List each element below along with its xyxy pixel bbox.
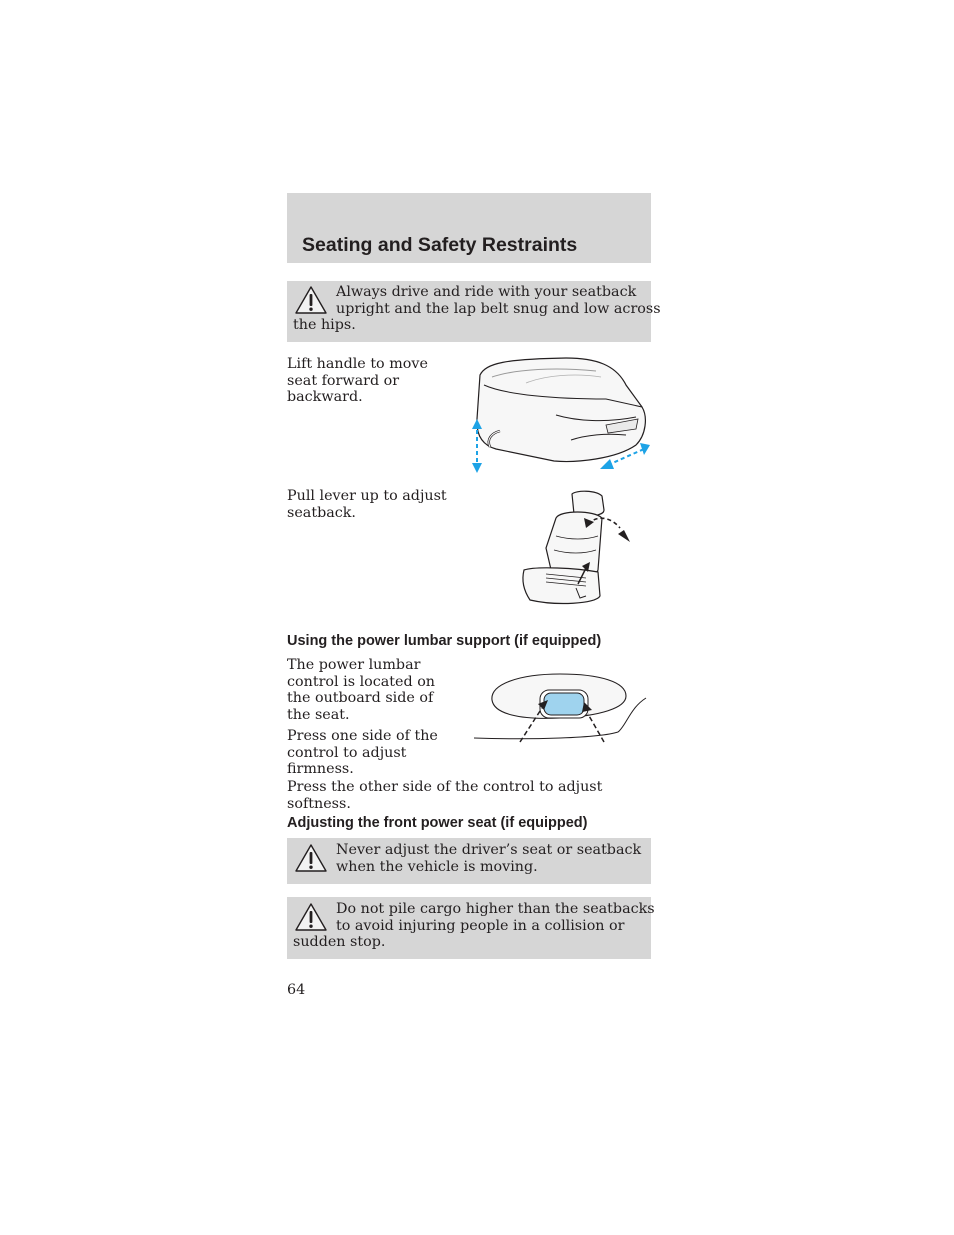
warning-box	[287, 897, 655, 959]
text-line: softness.	[287, 795, 351, 812]
text-line: the outboard side of	[287, 690, 434, 707]
warning-text-line: upright and the lap belt snug and low across	[336, 300, 661, 317]
seatback-illustration	[516, 488, 636, 612]
text-line: The power lumbar	[287, 657, 421, 673]
lumbar-heading: Using the power lumbar support (if equipped)	[287, 633, 602, 649]
page-number: 64	[287, 982, 306, 998]
seat-cushion-illustration	[466, 355, 656, 475]
text-line: Press the other side of the control to adjust	[287, 779, 603, 795]
warning-text-line: Never adjust the driver’s seat or seatback	[336, 842, 642, 858]
page-title: Seating and Safety Restraints	[302, 234, 578, 256]
text-line: the seat.	[287, 706, 350, 723]
warning-triangle-icon	[294, 902, 328, 932]
warning-text-line: Always drive and ride with your seatback	[336, 284, 637, 300]
lumbar-control-illustration	[470, 668, 650, 746]
text-line: seatback.	[287, 504, 356, 521]
warning-text-line: sudden stop.	[293, 934, 386, 950]
warning-triangle-icon	[294, 285, 328, 315]
seatback-instructions	[287, 488, 447, 521]
warning-text-line: when the vehicle is moving.	[336, 858, 538, 875]
text-line: control is located on	[287, 673, 436, 690]
lumbar-paragraph	[287, 657, 435, 723]
warning-text-line: to avoid injuring people in a collision or	[336, 917, 625, 934]
text-line: control to adjust	[287, 744, 407, 761]
text-line: Press one side of the	[287, 728, 438, 744]
warning-box	[287, 838, 651, 884]
warning-text-line: the hips.	[293, 317, 356, 333]
text-line: firmness.	[287, 761, 354, 778]
lumbar-paragraph	[287, 728, 438, 778]
lumbar-paragraph	[287, 779, 602, 812]
warning-box	[287, 281, 661, 342]
text-line: Lift handle to move	[287, 356, 428, 372]
text-line: backward.	[287, 389, 363, 406]
seat-fore-aft-instructions	[287, 356, 428, 406]
warning-text-line: Do not pile cargo higher than the seatbacks	[336, 901, 655, 917]
text-line: Pull lever up to adjust	[287, 488, 447, 504]
text-line: seat forward or	[287, 372, 400, 389]
warning-triangle-icon	[294, 843, 328, 873]
power-seat-heading: Adjusting the front power seat (if equipped)	[287, 815, 588, 831]
